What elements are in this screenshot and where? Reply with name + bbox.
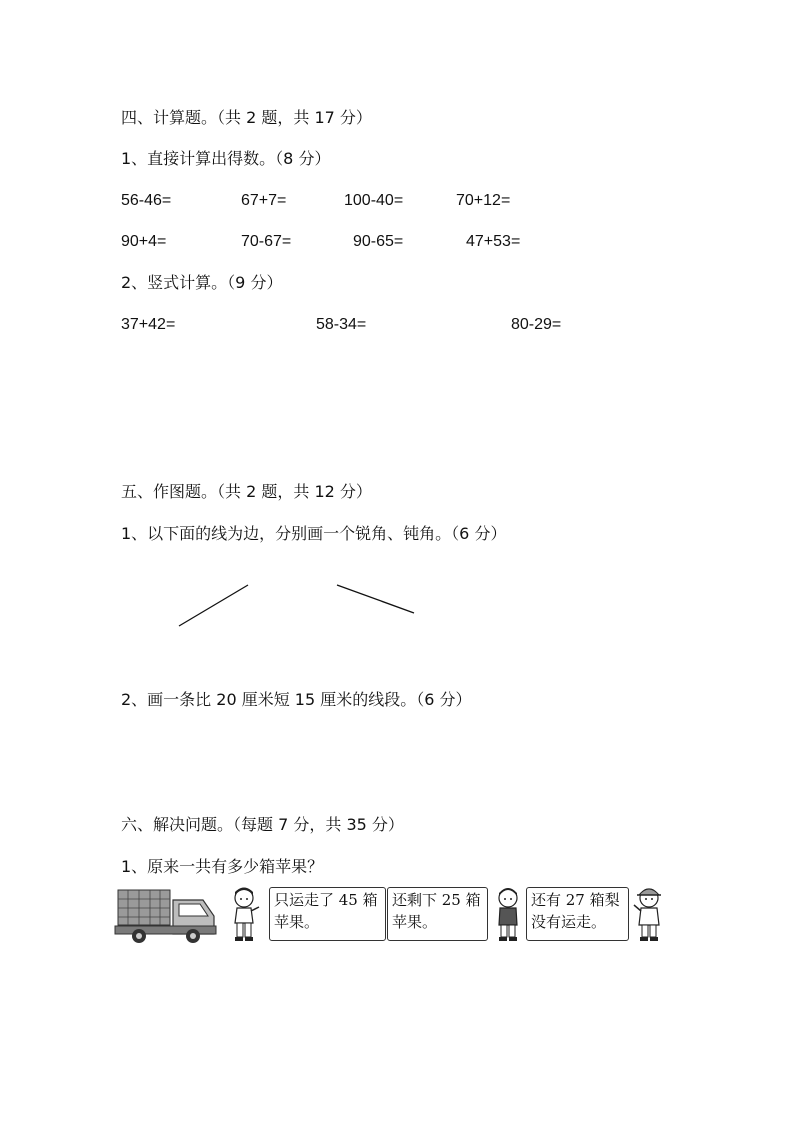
calc-item: 70+12= — [456, 192, 511, 209]
speech-bubble-3 — [526, 887, 629, 941]
question-6-1-title: 1、原来一共有多少箱苹果？ — [121, 857, 324, 876]
vertical-calc-item: 37+42= — [121, 316, 176, 333]
calc-item: 67+7= — [241, 192, 287, 209]
speech-bubble-1 — [269, 887, 386, 941]
bubble-2-line-2: 苹果。 — [392, 913, 438, 931]
section-6-heading: 六、解决问题。（每题 7 分，共 35 分） — [121, 815, 404, 834]
calc-item: 90-65= — [353, 233, 404, 250]
question-4-1-title: 1、直接计算出得数。（8 分） — [121, 149, 331, 168]
bubble-1-line-2: 苹果。 — [274, 913, 320, 931]
calc-item: 70-67= — [241, 233, 292, 250]
calc-item: 47+53= — [466, 233, 521, 250]
section-5-heading: 五、作图题。（共 2 题，共 12 分） — [121, 482, 372, 501]
bubble-2-line-1: 还剩下 25 箱 — [392, 891, 481, 909]
calc-item: 90+4= — [121, 233, 167, 250]
child-figure-2 — [493, 887, 523, 943]
calc-item: 56-46= — [121, 192, 172, 209]
question-4-2-title: 2、竖式计算。（9 分） — [121, 273, 283, 292]
child-figure-1 — [228, 887, 262, 943]
vertical-calc-item: 58-34= — [316, 316, 367, 333]
bubble-1-line-1: 只运走了 45 箱 — [274, 891, 378, 909]
child-figure-3 — [633, 885, 665, 943]
calc-item: 100-40= — [344, 192, 404, 209]
question-5-1-title: 1、以下面的线为边，分别画一个锐角、钝角。（6 分） — [121, 524, 507, 543]
right-angle-side — [337, 585, 414, 613]
bubble-3-line-2: 没有运走。 — [531, 913, 607, 931]
section-4-heading: 四、计算题。（共 2 题，共 17 分） — [121, 108, 372, 127]
bubble-3-line-1: 还有 27 箱梨 — [531, 891, 620, 909]
speech-bubble-2 — [387, 887, 488, 941]
vertical-calc-item: 80-29= — [511, 316, 562, 333]
question-5-2-title: 2、画一条比 20 厘米短 15 厘米的线段。（6 分） — [121, 690, 472, 709]
left-angle-side — [179, 585, 248, 626]
truck-illustration — [115, 890, 220, 946]
